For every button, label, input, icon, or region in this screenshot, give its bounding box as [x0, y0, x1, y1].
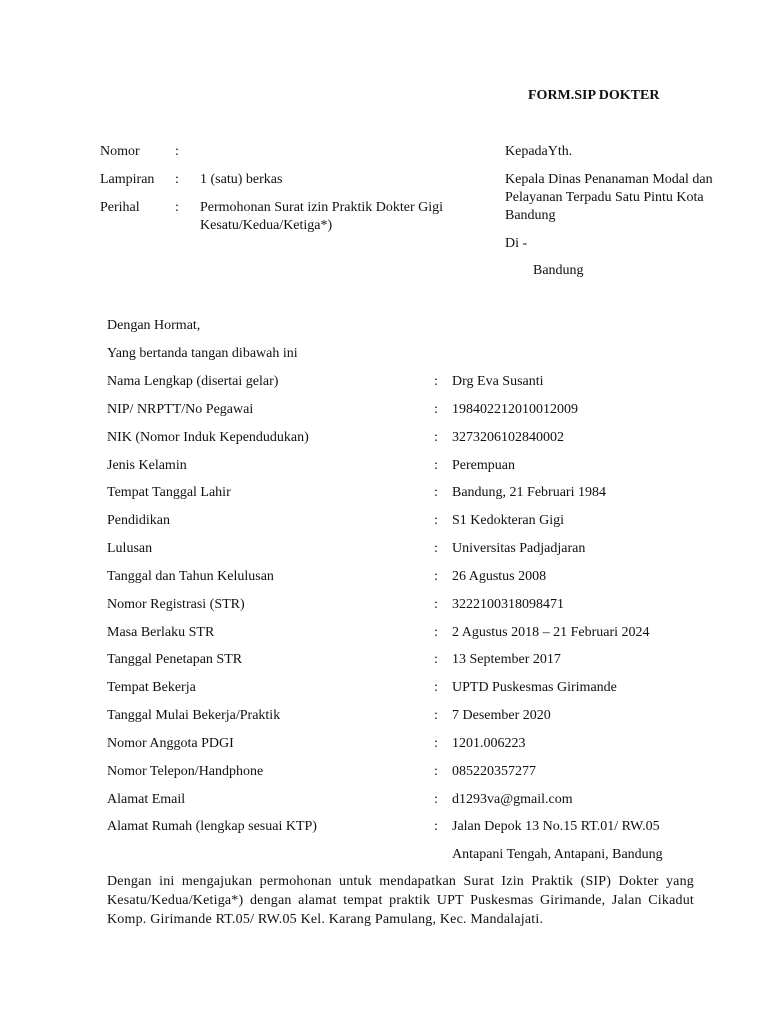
field-label: Masa Berlaku STR: [107, 625, 215, 640]
field-colon: :: [434, 569, 438, 584]
recipient-di: Di -: [505, 236, 528, 251]
field-value: 198402212010012009: [452, 402, 578, 417]
perihal-colon: :: [175, 200, 179, 215]
field-label: Tanggal Mulai Bekerja/Praktik: [107, 708, 281, 723]
field-label: Tanggal dan Tahun Kelulusan: [107, 569, 274, 584]
field-value: 3222100318098471: [452, 597, 564, 612]
field-label: Nomor Anggota PDGI: [107, 736, 234, 751]
field-label: NIP/ NRPTT/No Pegawai: [107, 402, 254, 417]
field-value: 1201.006223: [452, 736, 526, 751]
field-value: S1 Kedokteran Gigi: [452, 513, 564, 528]
field-value: 085220357277: [452, 764, 536, 779]
field-colon: :: [434, 458, 438, 473]
closing-paragraph: Dengan ini mengajukan permohonan untuk mendapatkan Surat Izin Praktik (SIP) Dokter yang Kesatu/Kedua/Ketiga*) dengan alamat tempat praktik UPT Puskesmas Girimande, Jalan Cikadut Komp. Girimande RT.05/ RW.05 Kel. Karang Pamulang, Kec. Mandalajati.: [107, 874, 694, 927]
field-value: 7 Desember 2020: [452, 708, 551, 723]
address-line-2: Antapani Tengah, Antapani, Bandung: [452, 847, 663, 862]
field-colon: :: [434, 541, 438, 556]
field-colon: :: [434, 485, 438, 500]
field-label: Pendidikan: [107, 513, 170, 528]
field-value: 26 Agustus 2008: [452, 569, 547, 584]
form-title: FORM.SIP DOKTER: [528, 88, 660, 103]
field-colon: :: [434, 708, 438, 723]
lampiran-value: 1 (satu) berkas: [200, 172, 283, 187]
opening-greeting: Dengan Hormat,: [107, 318, 201, 333]
perihal-label: Perihal: [100, 200, 140, 215]
field-label: Lulusan: [107, 541, 153, 556]
field-colon: :: [434, 736, 438, 751]
field-colon: :: [434, 374, 438, 389]
field-value: Universitas Padjadjaran: [452, 541, 586, 556]
field-label: Tempat Bekerja: [107, 680, 196, 695]
perihal-value: Permohonan Surat izin Praktik Dokter Gigi Kesatu/Kedua/Ketiga*): [200, 200, 444, 233]
field-value: 2 Agustus 2018 – 21 Februari 2024: [452, 625, 650, 640]
field-label: Nomor Registrasi (STR): [107, 597, 245, 612]
field-value: Perempuan: [452, 458, 515, 473]
recipient-addressee: Kepala Dinas Penanaman Modal dan Pelayanan Terpadu Satu Pintu Kota Bandung: [505, 172, 713, 223]
field-value: Bandung, 21 Februari 1984: [452, 485, 606, 500]
field-value: Jalan Depok 13 No.15 RT.01/ RW.05: [452, 819, 660, 834]
field-colon: :: [434, 513, 438, 528]
field-value: 13 September 2017: [452, 652, 561, 667]
field-colon: :: [434, 764, 438, 779]
field-label: NIK (Nomor Induk Kependudukan): [107, 430, 309, 445]
nomor-colon: :: [175, 144, 179, 159]
field-colon: :: [434, 819, 438, 834]
field-label: Alamat Rumah (lengkap sesuai KTP): [107, 819, 317, 834]
field-label: Nomor Telepon/Handphone: [107, 764, 264, 779]
field-value: Drg Eva Susanti: [452, 374, 544, 389]
field-colon: :: [434, 597, 438, 612]
field-value: UPTD Puskesmas Girimande: [452, 680, 617, 695]
field-colon: :: [434, 625, 438, 640]
recipient-city: Bandung: [533, 263, 584, 278]
field-label: Nama Lengkap (disertai gelar): [107, 374, 279, 389]
intro-text: Yang bertanda tangan dibawah ini: [107, 346, 298, 361]
recipient-salutation: KepadaYth.: [505, 144, 573, 159]
field-colon: :: [434, 430, 438, 445]
field-colon: :: [434, 652, 438, 667]
field-colon: :: [434, 402, 438, 417]
field-label: Tanggal Penetapan STR: [107, 652, 243, 667]
field-colon: :: [434, 680, 438, 695]
field-value: d1293va@gmail.com: [452, 792, 573, 807]
lampiran-colon: :: [175, 172, 179, 187]
field-value: 3273206102840002: [452, 430, 564, 445]
field-colon: :: [434, 792, 438, 807]
field-label: Tempat Tanggal Lahir: [107, 485, 231, 500]
nomor-label: Nomor: [100, 144, 140, 159]
lampiran-label: Lampiran: [100, 172, 155, 187]
field-label: Alamat Email: [107, 792, 186, 807]
field-label: Jenis Kelamin: [107, 458, 187, 473]
